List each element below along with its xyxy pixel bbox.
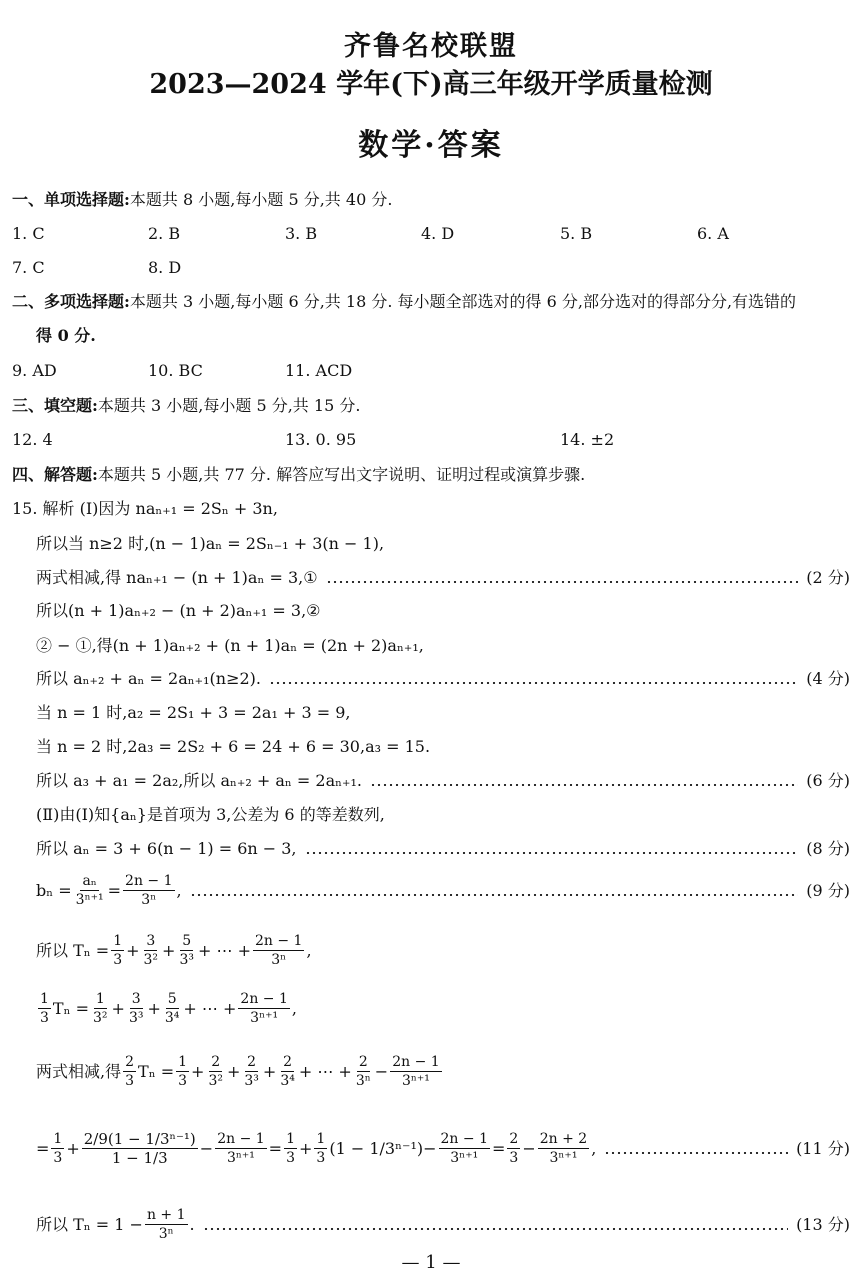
fraction: $\frac{1}{3}$	[113, 933, 123, 968]
solution-line-scored: 所以 a₃ + a₁ = 2a₂,所以 aₙ₊₂ + aₙ = 2aₙ₊₁. (6 分)	[36, 771, 850, 790]
solution-line-scored	[36, 1130, 850, 1167]
fraction: $\frac{1}{3}$	[53, 1131, 63, 1166]
section-fill-in: 三、填空题:本题共 3 小题,每小题 5 分,共 15 分.	[12, 396, 361, 415]
dot-leader	[190, 894, 799, 896]
score-mark: (2 分)	[806, 568, 850, 587]
fraction: $\frac{5}{\text{3³}}$	[179, 933, 194, 968]
score-mark: (8 分)	[806, 839, 850, 858]
fraction: $\frac{2}{\text{3ⁿ}}$	[355, 1054, 371, 1089]
answer-item: 2. B	[148, 224, 181, 243]
dot-leader	[370, 784, 798, 786]
fraction: $\frac{2n - 1}{\text{3ⁿ⁺¹}}$	[217, 1131, 265, 1166]
solution-line: 当 n = 2 时,2a₃ = 2S₂ + 6 = 24 + 6 = 30,a₃ = 15.	[36, 737, 431, 756]
fraction: $\frac{1}{3}$	[286, 1131, 295, 1166]
answer-item: 13. 0. 95	[285, 430, 357, 449]
fraction: $\frac{n + 1}{\text{3ⁿ}}$	[146, 1207, 186, 1242]
formula-tn: 所以 Tₙ = $\frac{1}{3}$ + $\frac{3}{\text{3²}}$ + $\frac{5}{\text{3³}}$ + ⋯ + $\frac{2n - 1}{\text{3ⁿ}}$ ,	[36, 933, 312, 968]
score-mark: (11 分)	[796, 1138, 850, 1158]
fraction: $\frac{2n - 1}{\text{3ⁿ⁺¹}}$	[240, 991, 288, 1026]
fraction: $\frac{2n - 1}{\text{3ⁿ⁺¹}}$	[440, 1131, 488, 1166]
solution-line: ② − ①,得(n + 1)aₙ₊₂ + (n + 1)aₙ = (2n + 2)aₙ₊₁,	[36, 636, 424, 655]
answer-item: 10. BC	[148, 361, 203, 380]
solution-line	[36, 932, 850, 969]
fraction: $\frac{2n - 1}{\text{3ⁿ}}$	[125, 873, 173, 908]
answer-item: 11. ACD	[285, 361, 353, 380]
solution-line-scored	[36, 1206, 850, 1243]
score-mark: (9 分)	[806, 880, 850, 900]
formula-subtract: 两式相减,得 $\frac{2}{3}$ Tₙ = $\frac{1}{3}$ + $\frac{2}{\text{3²}}$ + $\frac{2}{\text{3³}}$ + $\frac{2}{\text{3⁴}}$ + ⋯ + $\frac{2}{\text{3ⁿ}}$ − $\frac{2n - 1}{\text{3ⁿ⁺¹}}$	[36, 1054, 440, 1089]
section-multiple-choice-continued: 得 0 分.	[36, 326, 96, 345]
answer-item: 3. B	[285, 224, 318, 243]
solution-line-scored	[36, 872, 850, 909]
dot-leader	[269, 682, 798, 684]
solution-line: 当 n = 1 时,a₂ = 2S₁ + 3 = 2a₁ + 3 = 9,	[36, 703, 351, 722]
exam-alliance-title: 齐鲁名校联盟	[344, 31, 518, 62]
section-free-response: 四、解答题:本题共 5 小题,共 77 分. 解答应写出文字说明、证明过程或演算步骤.	[12, 465, 586, 484]
fraction: $\frac{2}{3}$	[509, 1131, 519, 1166]
answer-item: 9. AD	[12, 361, 57, 380]
dot-leader	[604, 1152, 788, 1154]
fraction: $\frac{2}{3}$	[125, 1054, 135, 1089]
answer-item: 8. D	[148, 258, 182, 277]
fraction: $\frac{3}{\text{3²}}$	[143, 933, 159, 968]
solution-line: 所以当 n≥2 时,(n − 1)aₙ = 2Sₙ₋₁ + 3(n − 1),	[36, 534, 385, 553]
fraction: $\frac{\text{2/9(1 − 1/3ⁿ⁻¹)}}{1 - 1/3}$	[83, 1130, 196, 1167]
formula-tn-final: 所以 Tₙ = 1 − $\frac{n + 1}{\text{3ⁿ}}$ .	[36, 1207, 195, 1242]
score-mark: (6 分)	[806, 771, 850, 790]
score-mark: (13 分)	[796, 1214, 850, 1234]
answer-item: 14. ±2	[560, 430, 615, 449]
solution-line: 15. 解析 (Ⅰ)因为 naₙ₊₁ = 2Sₙ + 3n,	[12, 499, 278, 518]
fraction: $\frac{2}{\text{3²}}$	[208, 1054, 223, 1089]
exam-name-title: 2023—2024 学年(下)高三年级开学质量检测	[149, 69, 713, 100]
score-mark: (4 分)	[806, 669, 850, 688]
fraction: $\frac{2n + 2}{\text{3ⁿ⁺¹}}$	[539, 1131, 588, 1166]
formula-sum-result: = $\frac{1}{3}$ + $\frac{\text{2/9(1 − 1/3ⁿ⁻¹)}}{1 - 1/3}$ − $\frac{2n - 1}{\text{3ⁿ⁺¹}}$ = $\frac{1}{3}$ + $\frac{1}{3}$ (1 − 1/3ⁿ⁻¹) − $\frac{2n - 1}{\text{3ⁿ⁺¹}}$ = $\frac{2}{3}$ − $\frac{2n + 2}{\text{3ⁿ⁺¹}}$ ,	[36, 1130, 597, 1167]
fraction: $\frac{2n - 1}{\text{3ⁿ}}$	[254, 933, 303, 968]
fraction: $\frac{1}{\text{3²}}$	[93, 991, 108, 1026]
fraction: $\frac{2}{\text{3³}}$	[244, 1054, 259, 1089]
fraction: $\frac{2n - 1}{\text{3ⁿ⁺¹}}$	[392, 1054, 440, 1089]
formula-bn: bₙ = $\frac{\text{aₙ}}{\text{3ⁿ⁺¹}}$ = $\frac{2n - 1}{\text{3ⁿ}}$ ,	[36, 873, 182, 908]
answer-item: 7. C	[12, 258, 45, 277]
dot-leader	[326, 581, 799, 583]
answer-item: 4. D	[421, 224, 455, 243]
answer-item: 12. 4	[12, 430, 53, 449]
fraction: $\frac{1}{3}$	[40, 991, 49, 1026]
dot-leader	[203, 1228, 788, 1230]
fraction: $\frac{5}{\text{3⁴}}$	[164, 991, 180, 1026]
answer-item: 5. B	[560, 224, 593, 243]
answer-item: 6. A	[697, 224, 729, 243]
solution-line-scored: 所以 aₙ = 3 + 6(n − 1) = 6n − 3, (8 分)	[36, 839, 850, 858]
page-number: — 1 —	[401, 1252, 461, 1273]
solution-line: 所以(n + 1)aₙ₊₂ − (n + 2)aₙ₊₁ = 3,②	[36, 601, 321, 620]
fraction: $\frac{1}{3}$	[178, 1054, 188, 1089]
section-multiple-choice: 二、多项选择题:本题共 3 小题,每小题 6 分,共 18 分. 每小题全部选对的得 6 分,部分选对的得部分分,有选错的	[12, 292, 797, 311]
subject-answer-title: 数学·答案	[358, 128, 504, 163]
fraction: $\frac{3}{\text{3³}}$	[128, 991, 144, 1026]
answer-item: 1. C	[12, 224, 45, 243]
dot-leader	[305, 852, 799, 854]
solution-line	[36, 990, 850, 1027]
fraction: $\frac{\text{aₙ}}{\text{3ⁿ⁺¹}}$	[75, 873, 104, 908]
formula-third-tn: $\frac{1}{3}$ Tₙ = $\frac{1}{\text{3²}}$ + $\frac{3}{\text{3³}}$ + $\frac{5}{\text{3⁴}}$ + ⋯ + $\frac{2n - 1}{\text{3ⁿ⁺¹}}$ ,	[40, 991, 297, 1026]
fraction: $\frac{1}{3}$	[316, 1131, 326, 1166]
fraction: $\frac{2}{\text{3⁴}}$	[280, 1054, 295, 1089]
solution-line	[36, 1053, 850, 1090]
solution-line: (Ⅱ)由(Ⅰ)知{aₙ}是首项为 3,公差为 6 的等差数列,	[36, 805, 385, 824]
solution-line-scored: 所以 aₙ₊₂ + aₙ = 2aₙ₊₁(n≥2). (4 分)	[36, 669, 850, 688]
section-single-choice: 一、单项选择题:本题共 8 小题,每小题 5 分,共 40 分.	[12, 190, 393, 209]
solution-line-scored: 两式相减,得 naₙ₊₁ − (n + 1)aₙ = 3,① (2 分)	[36, 568, 850, 587]
